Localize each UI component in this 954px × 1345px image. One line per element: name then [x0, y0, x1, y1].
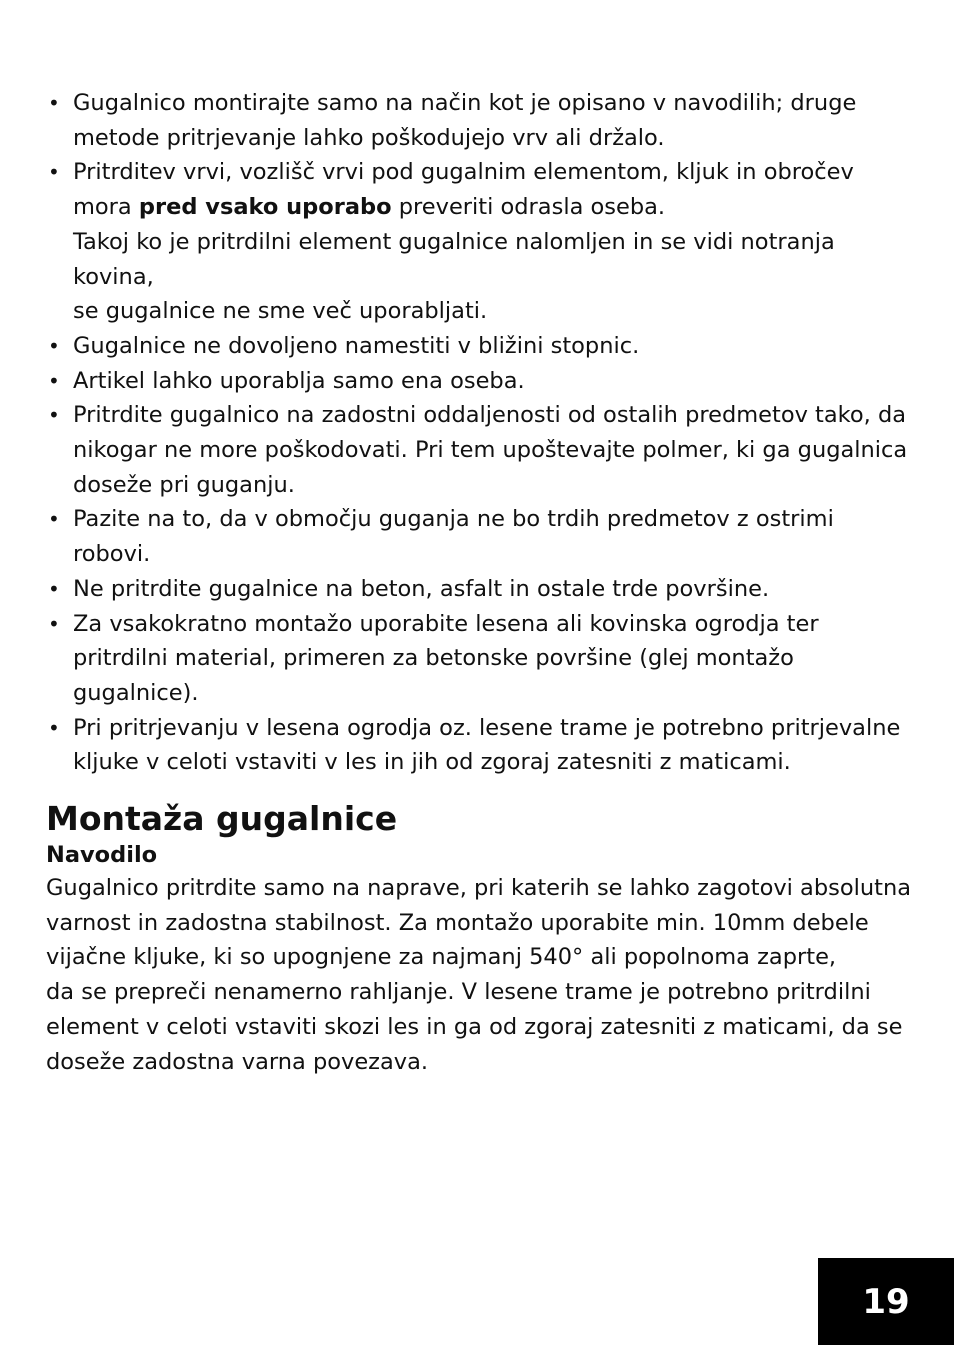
bullet-text-line: Ne pritrdite gugalnice na beton, asfalt in ostale trde površine. [73, 575, 770, 602]
bullet-marker: • [48, 91, 60, 115]
bullet-text-line: gugalnice). [73, 679, 199, 706]
bullet-text-line: Takoj ko je pritrdilni element gugalnice nalomljen in se vidi notranja kovina, [73, 228, 835, 290]
bullet-text-line: robovi. [73, 541, 151, 568]
bullet-text-line: doseže pri guganju. [73, 471, 295, 498]
page-number-box [818, 1258, 954, 1345]
bullet-text-line: metode pritrjevanje lahko poškodujejo vrv ali držalo. [73, 124, 665, 151]
bullet-marker: • [48, 403, 60, 428]
list-item [46, 398, 914, 502]
section-title: Montaža gugalnice [46, 799, 398, 839]
list-item [46, 86, 914, 155]
list-item [46, 607, 914, 711]
bullet-text-segment: mora [73, 194, 139, 221]
bullet-text-line: kljuke v celoti vstaviti v les in jih od zgoraj zatesniti z maticami. [73, 749, 791, 776]
bullet-marker: • [48, 715, 60, 740]
bullet-marker: • [48, 507, 60, 532]
bullet-text-line: pritrdilni material, primeren za betonske površine (glej montažo [73, 645, 794, 672]
bullet-bold-emphasis: pred vsako uporabo [138, 194, 392, 221]
bullet-text-line: Gugalnico montirajte samo na način kot je opisano v navodilih; druge [73, 90, 857, 116]
bullet-text-line: Pritrdite gugalnico na zadostni oddaljenosti od ostalih predmetov tako, da [73, 402, 907, 429]
bullet-text-line: Pri pritrjevanju v lesena ogrodja oz. lesene trame je potrebno pritrjevalne [73, 714, 901, 741]
bullet-text-segment: preveriti odrasla oseba. [391, 194, 666, 221]
page-number: 19 [862, 1281, 910, 1322]
list-item [46, 155, 914, 329]
bullet-text-line: Pazite na to, da v območju guganja ne bo trdih predmetov z ostrimi [73, 506, 834, 533]
paragraph-line: doseže zadostna varna povezava. [46, 1048, 429, 1075]
bullet-text-line: se gugalnice ne sme več uporabljati. [73, 298, 488, 325]
list-item [46, 711, 914, 780]
paragraph-line: element v celoti vstaviti skozi les in ga od zgoraj zatesniti z maticami, da se [46, 1013, 903, 1040]
bullet-marker: • [48, 368, 60, 393]
bullet-text-line: Gugalnice ne dovoljeno namestiti v bližini stopnic. [73, 332, 640, 359]
safety-bullet-list [46, 86, 914, 780]
bullet-marker: • [48, 576, 60, 601]
bullet-marker: • [48, 333, 60, 358]
bullet-text-line [73, 190, 914, 225]
instruction-paragraph [46, 871, 914, 1079]
list-item [46, 364, 914, 399]
paragraph-line: vijačne kljuke, ki so upognjene za najmanj 540° ali popolnoma zaprte, [46, 944, 837, 971]
paragraph-line: da se prepreči nenamerno rahljanje. V lesene trame je potrebno pritrdilni [46, 979, 871, 1006]
bullet-text-line: Za vsakokratno montažo uporabite lesena ali kovinska ogrodja ter [73, 610, 819, 637]
bullet-marker: • [48, 611, 60, 636]
bullet-text-line: Artikel lahko uporablja samo ena oseba. [73, 367, 525, 394]
bullet-text-line: Pritrditev vrvi, vozlišč vrvi pod gugalnim elementom, kljuk in obročev [73, 159, 854, 186]
paragraph-line: Gugalnico pritrdite samo na naprave, pri katerih se lahko zagotovi absolutna [46, 875, 911, 902]
list-item [46, 572, 914, 607]
list-item [46, 329, 914, 364]
list-item [46, 502, 914, 571]
section-subheading: Navodilo [46, 842, 158, 869]
document-content [46, 86, 914, 1079]
paragraph-line: varnost in zadostna stabilnost. Za montažo uporabite min. 10mm debele [46, 909, 869, 936]
bullet-text-line: nikogar ne more poškodovati. Pri tem upoštevajte polmer, ki ga gugalnica [73, 437, 908, 464]
bullet-marker: • [48, 160, 60, 185]
